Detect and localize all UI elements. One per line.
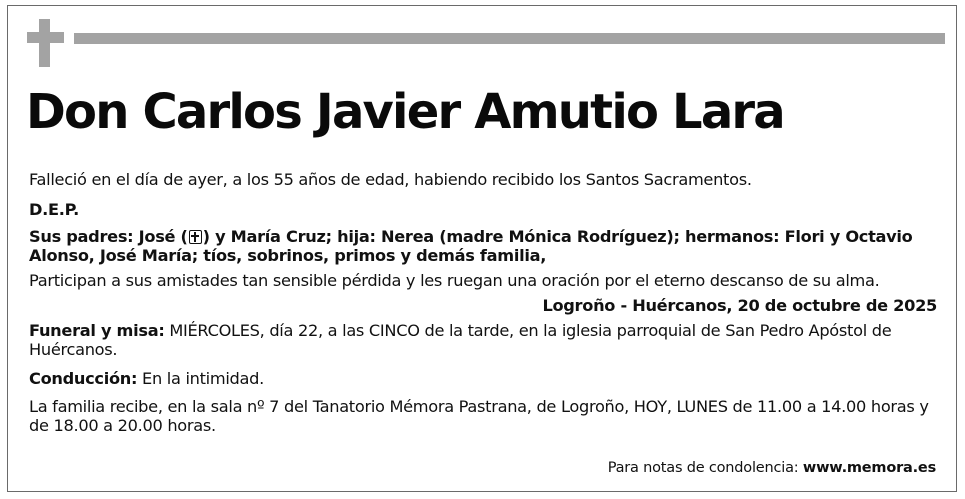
condolence-site-link[interactable]: www.memora.es [802, 460, 936, 476]
conduction-info [29, 369, 937, 388]
conduction-text: En la intimidad. [137, 369, 264, 388]
dep-text: D.E.P. [29, 200, 80, 219]
funeral-label: Funeral y misa: [29, 321, 165, 340]
condolence-label: Para notas de condolencia: [607, 460, 803, 476]
header-rule [74, 33, 945, 44]
deceased-cross-icon [189, 230, 202, 244]
intro-text: Falleció en el día de ayer, a los 55 años de edad, habiendo recibido los Santos Sacramentos. [29, 170, 752, 189]
deceased-name: Don Carlos Javier Amutio Lara [26, 84, 784, 140]
condolence-footer [608, 460, 936, 476]
family-text-part1: Sus padres: José ( [29, 227, 188, 246]
conduction-label: Conducción: [29, 369, 138, 388]
reception-text: La familia recibe, en la sala nº 7 del Tanatorio Mémora Pastrana, de Logroño, HOY, LUNES de 11.00 a 14.00 horas y de 18.00 a 20.00 horas. [29, 397, 929, 435]
obituary-body [29, 170, 937, 435]
funeral-text: MIÉRCOLES, día 22, a las CINCO de la tarde, en la iglesia parroquial de San Pedro Apóstol de Huércanos. [29, 321, 892, 359]
place-date: Logroño - Huércanos, 20 de octubre de 2025 [542, 296, 937, 315]
funeral-info [29, 321, 937, 359]
invitation-text: Participan a sus amistades tan sensible pérdida y les ruegan una oración por el eterno descanso de su alma. [29, 271, 880, 290]
cross-icon-horizontal [27, 32, 64, 43]
family-text-part2: ) y María Cruz; hija: Nerea (madre Mónica Rodríguez); hermanos: Flori y Octavio Alonso, José María; tíos, sobrinos, primos y demás familia, [29, 227, 913, 265]
cross-icon-vertical [39, 19, 50, 67]
family-text [29, 227, 937, 265]
